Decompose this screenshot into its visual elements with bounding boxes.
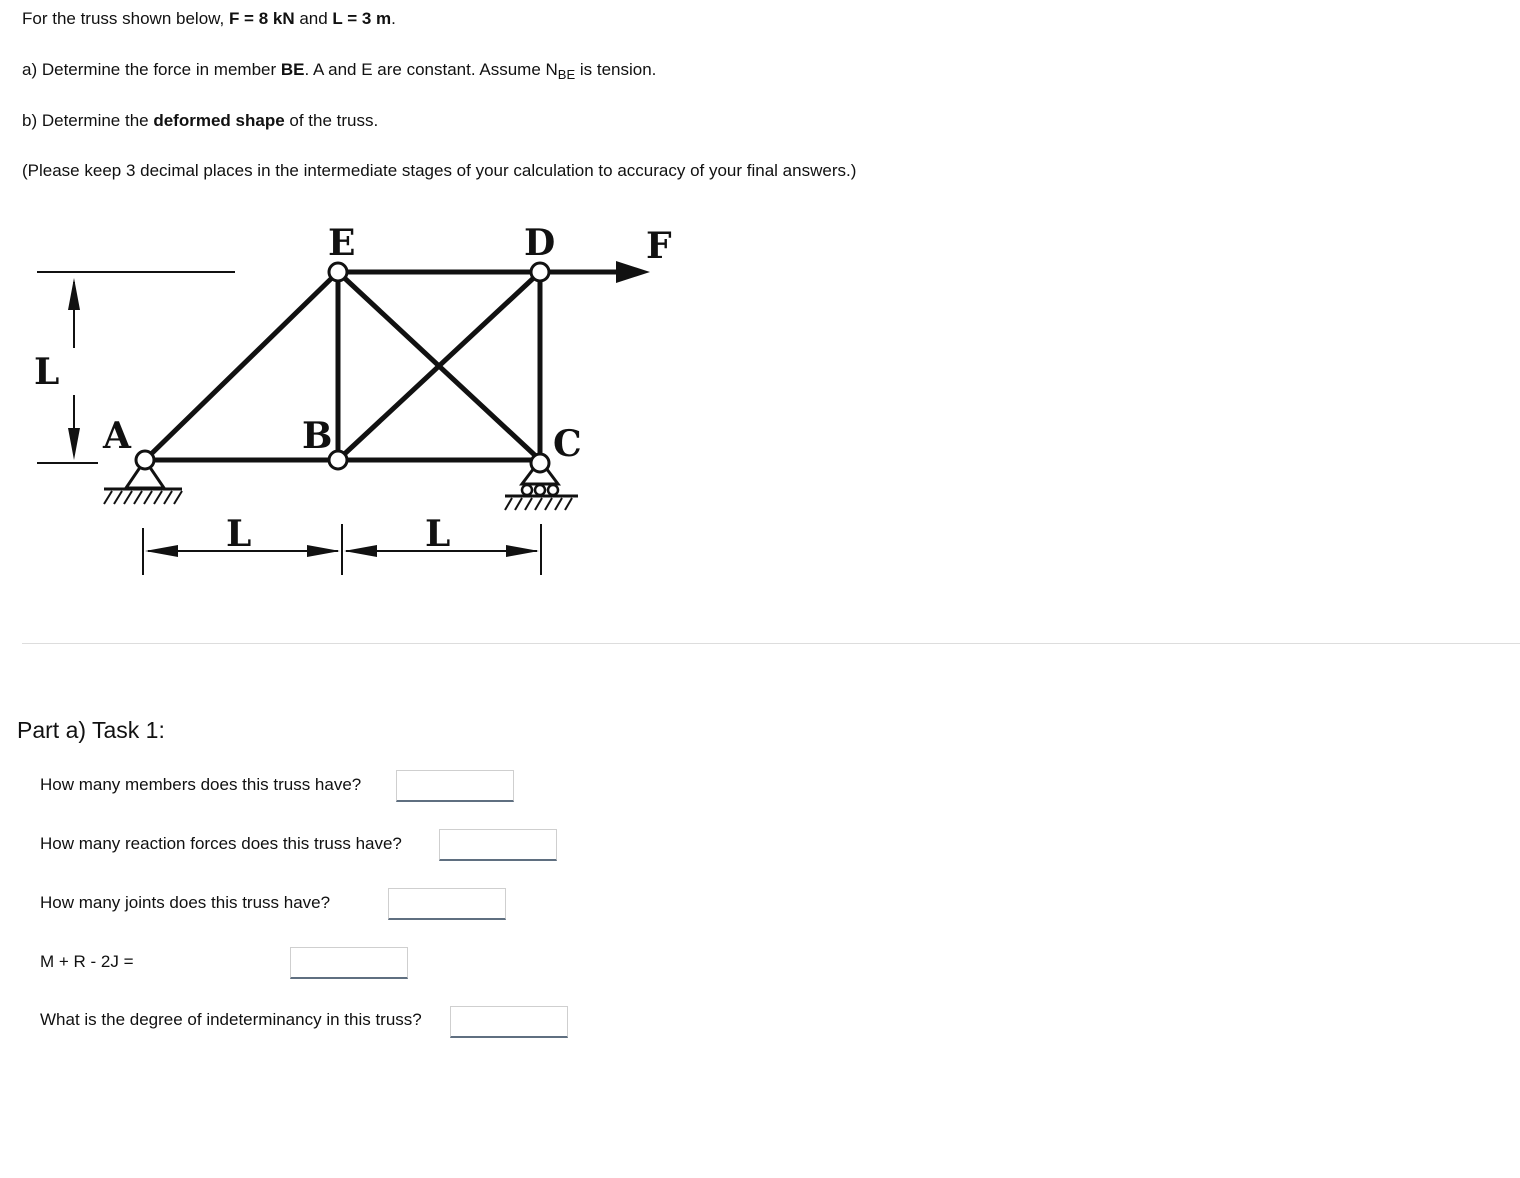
joint-A xyxy=(136,451,154,469)
joint-E xyxy=(329,263,347,281)
length-value: L = 3 m xyxy=(332,9,392,28)
label-height-L: L xyxy=(34,351,60,393)
members-answer-input[interactable] xyxy=(396,770,514,802)
label-F: F xyxy=(646,225,672,267)
label-span-L-1: L xyxy=(226,513,252,555)
force-subscript: BE xyxy=(557,67,576,82)
formula-answer-input[interactable] xyxy=(290,947,408,979)
joint-C xyxy=(531,454,549,472)
reactions-answer-input[interactable] xyxy=(439,829,557,861)
line2-suffix: is tension. xyxy=(575,60,657,79)
line3-suffix: of the truss. xyxy=(284,111,379,130)
label-span-L-2: L xyxy=(425,513,451,555)
line3-prefix: b) Determine the xyxy=(22,111,154,130)
question-indeterminacy-label: What is the degree of indeterminancy in this truss? xyxy=(40,1010,422,1029)
indeterminacy-answer-input[interactable] xyxy=(450,1006,568,1038)
label-C: C xyxy=(553,423,582,465)
line2-middle: . A and E are constant. Assume N xyxy=(304,60,558,79)
span1-arrow-left-icon xyxy=(145,545,178,557)
label-D: D xyxy=(524,222,556,264)
line2-prefix: a) Determine the force in member xyxy=(22,60,281,79)
truss-diagram xyxy=(0,200,700,600)
truss-figure xyxy=(0,200,700,600)
force-arrow-icon xyxy=(616,261,650,283)
problem-line-4: (Please keep 3 decimal places in the intermediate stages of your calculation to accuracy of your final answers.) xyxy=(22,161,857,180)
span2-arrow-left-icon xyxy=(344,545,377,557)
member-name: BE xyxy=(280,60,305,79)
line1-middle: and xyxy=(294,9,333,28)
span2-arrow-right-icon xyxy=(506,545,539,557)
problem-line-3 xyxy=(22,110,378,132)
line1-prefix: For the truss shown below, xyxy=(22,9,229,28)
question-reactions-label: How many reaction forces does this truss have? xyxy=(40,834,402,853)
height-arrow-down-icon xyxy=(68,428,80,460)
question-joints-label: How many joints does this truss have? xyxy=(40,893,331,912)
section-divider xyxy=(22,643,1520,644)
label-E: E xyxy=(328,222,356,264)
line1-suffix: . xyxy=(391,9,396,28)
joints-answer-input[interactable] xyxy=(388,888,506,920)
truss-members xyxy=(145,272,540,460)
question-formula-label: M + R - 2J = xyxy=(40,952,134,971)
truss-joints xyxy=(136,263,549,472)
deformed-shape-emphasis: deformed shape xyxy=(153,111,285,130)
joint-D xyxy=(531,263,549,281)
force-value: F = 8 kN xyxy=(228,9,295,28)
part-a-heading: Part a) Task 1: xyxy=(17,717,165,743)
span1-arrow-right-icon xyxy=(307,545,340,557)
problem-line-2 xyxy=(22,59,656,82)
height-arrow-up-icon xyxy=(68,278,80,310)
label-A: A xyxy=(103,415,131,457)
question-members-label: How many members does this truss have? xyxy=(40,775,362,794)
label-B: B xyxy=(302,415,333,457)
problem-line-1 xyxy=(22,8,396,30)
